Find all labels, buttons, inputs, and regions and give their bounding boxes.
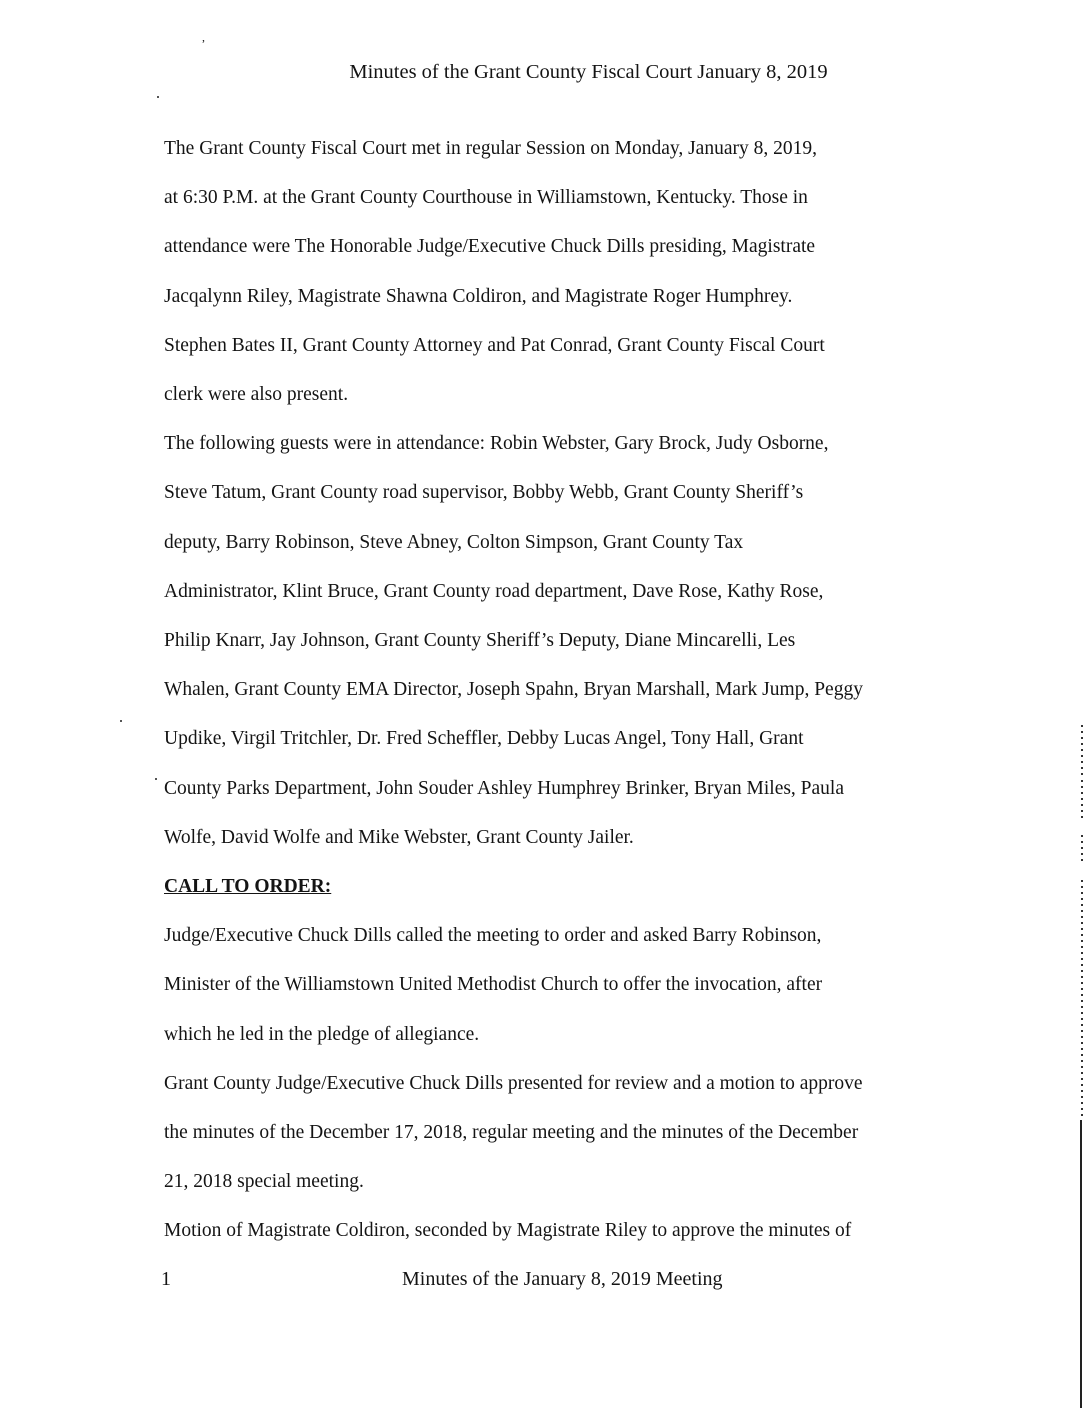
page-number: 1 xyxy=(161,1268,171,1290)
scan-edge-artifact xyxy=(1080,1120,1082,1408)
section-line: 21, 2018 special meeting. xyxy=(164,1171,364,1193)
body-line: County Parks Department, John Souder Ashley Humphrey Brinker, Bryan Miles, Paula xyxy=(164,777,845,799)
scan-speck xyxy=(155,778,157,780)
body-line: The following guests were in attendance: Robin Webster, Gary Brock, Judy Osborne, xyxy=(164,433,829,455)
page-header: Minutes of the Grant County Fiscal Court January 8, 2019 xyxy=(349,61,828,83)
page-footer: Minutes of the January 8, 2019 Meeting xyxy=(402,1268,723,1290)
scan-edge-artifact xyxy=(1081,880,1083,1120)
body-line: Whalen, Grant County EMA Director, Joseph Spahn, Bryan Marshall, Mark Jump, Peggy xyxy=(164,679,863,701)
body-line: Administrator, Klint Bruce, Grant County road department, Dave Rose, Kathy Rose, xyxy=(164,580,824,602)
body-line: The Grant County Fiscal Court met in regular Session on Monday, January 8, 2019, xyxy=(164,138,817,159)
body-line: Jacqalynn Riley, Magistrate Shawna Coldiron, and Magistrate Roger Humphrey. xyxy=(164,285,793,307)
section-line: Motion of Magistrate Coldiron, seconded by Magistrate Riley to approve the minutes of xyxy=(164,1220,852,1242)
scan-edge-artifact xyxy=(1081,835,1083,865)
body-line: attendance were The Honorable Judge/Executive Chuck Dills presiding, Magistrate xyxy=(164,236,816,258)
body-line: Stephen Bates II, Grant County Attorney and Pat Conrad, Grant County Fiscal Court xyxy=(164,334,825,356)
section-line: the minutes of the December 17, 2018, regular meeting and the minutes of the December xyxy=(164,1122,859,1144)
scan-speck xyxy=(120,720,122,722)
body-line: Steve Tatum, Grant County road supervisor, Bobby Webb, Grant County Sheriff’s xyxy=(164,482,804,504)
section-heading-call-to-order: CALL TO ORDER: xyxy=(164,876,332,898)
body-line: deputy, Barry Robinson, Steve Abney, Colton Simpson, Grant County Tax xyxy=(164,531,744,553)
scan-edge-artifact xyxy=(1081,780,1083,820)
body-line: Wolfe, David Wolfe and Mike Webster, Grant County Jailer. xyxy=(164,826,634,848)
scan-speck xyxy=(157,96,159,98)
scan-edge-artifact xyxy=(1081,725,1083,775)
body-line: Philip Knarr, Jay Johnson, Grant County Sheriff’s Deputy, Diane Mincarelli, Les xyxy=(164,630,796,652)
section-line: Grant County Judge/Executive Chuck Dills presented for review and a motion to approve xyxy=(164,1072,863,1094)
section-line: Judge/Executive Chuck Dills called the meeting to order and asked Barry Robinson, xyxy=(164,925,822,947)
body-line: Updike, Virgil Tritchler, Dr. Fred Scheffler, Debby Lucas Angel, Tony Hall, Grant xyxy=(164,728,804,750)
body-line: at 6:30 P.M. at the Grant County Courthouse in Williamstown, Kentucky. Those in xyxy=(164,187,808,209)
scan-artifact-mark: , xyxy=(202,30,205,44)
body-line: clerk were also present. xyxy=(164,384,349,406)
section-line: Minister of the Williamstown United Methodist Church to offer the invocation, after xyxy=(164,974,823,996)
section-line: which he led in the pledge of allegiance. xyxy=(164,1023,480,1045)
minutes-body xyxy=(164,124,934,1256)
